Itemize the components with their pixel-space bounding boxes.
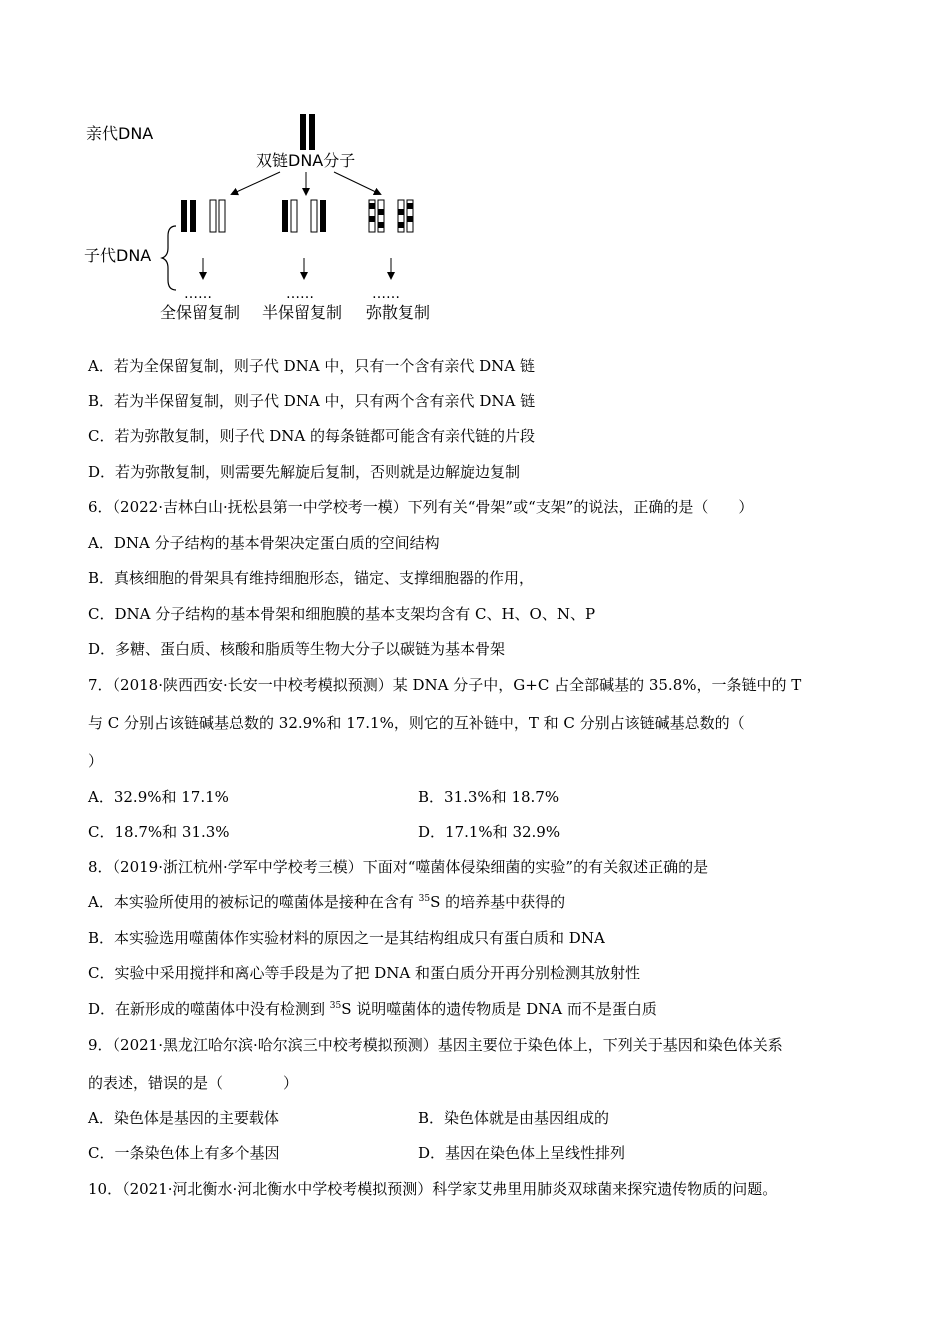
q6-option-a: A．DNA 分子结构的基本骨架决定蛋白质的空间结构 (88, 534, 440, 552)
q5-option-c: C．若为弥散复制，则子代 DNA 的每条链都可能含有亲代链的片段 (88, 427, 535, 445)
q7-option-b: B．31.3%和 18.7% (418, 788, 560, 806)
q8-option-d: D．在新形成的噬菌体中没有检测到 $^{35}$S 说明噬菌体的遗传物质是 DNA 而不是蛋白质 (88, 1000, 657, 1018)
q8-option-b: B．本实验选用噬菌体作实验材料的原因之一是其结构组成只有蛋白质和 DNA (88, 929, 605, 947)
arrow-right (334, 172, 380, 194)
child-brace (162, 226, 176, 290)
dots-dispersive: …… (372, 286, 400, 302)
q6-option-c: C．DNA 分子结构的基本骨架和细胞膜的基本支架均含有 C、H、O、N、P (88, 605, 596, 623)
q6-option-b: B．真核细胞的骨架具有维持细胞形态，锚定、支撑细胞器的作用， (88, 569, 535, 587)
mode-label-conservative: 全保留复制 (160, 303, 241, 322)
child-dna-label: 子代DNA (84, 246, 152, 265)
q9-option-b: B．染色体就是由基因组成的 (418, 1109, 610, 1127)
q7-option-d: D．17.1%和 32.9% (418, 823, 561, 841)
q8-stem: 8．（2019·浙江杭州·学军中学校考三模）下面对“噬菌体侵染细菌的实验”的有关叙述正确的是 (88, 858, 709, 876)
conservative-children (181, 200, 225, 232)
dots-semiconservative: …… (286, 286, 314, 302)
q7-stem-line2: 与 C 分别占该链碱基总数的 32.9%和 17.1%，则它的互补链中，T 和 C 分别占该链碱基总数的（ (88, 714, 745, 732)
parent-dna-label: 亲代DNA (86, 124, 154, 143)
dna-replication-figure (80, 108, 460, 328)
dots-conservative: …… (184, 286, 212, 302)
q9-stem-line2: 的表述，错误的是（ ） (88, 1074, 299, 1092)
q8-option-c: C．实验中采用搅拌和离心等手段是为了把 DNA 和蛋白质分开再分别检测其放射性 (88, 964, 641, 982)
q5-option-a: A．若为全保留复制，则子代 DNA 中，只有一个含有亲代 DNA 链 (88, 357, 535, 375)
q7-stem-line1: 7．（2018·陕西西安·长安一中校考模拟预测）某 DNA 分子中，G+C 占全部碱基的 35.8%，一条链中的 T (88, 676, 802, 694)
q5-option-d: D．若为弥散复制，则需要先解旋后复制，否则就是边解旋边复制 (88, 463, 521, 481)
parent-dna-molecule (300, 114, 315, 150)
dispersive-children (369, 200, 413, 232)
q9-option-a: A．染色体是基因的主要载体 (88, 1109, 279, 1127)
q9-option-d: D．基因在染色体上呈线性排列 (418, 1144, 626, 1162)
semiconservative-children (282, 200, 326, 232)
q7-stem-line3: ） (88, 752, 104, 770)
mode-label-semiconservative: 半保留复制 (262, 303, 343, 322)
q9-stem-line1: 9．（2021·黑龙江哈尔滨·哈尔滨三中校考模拟预测）基因主要位于染色体上，下列关于基因和染色体关系 (88, 1036, 783, 1054)
q7-option-c: C．18.7%和 31.3% (88, 823, 230, 841)
mode-label-dispersive: 弥散复制 (366, 303, 431, 322)
double-strand-label: 双链DNA分子 (256, 151, 356, 170)
q7-option-a: A．32.9%和 17.1% (88, 788, 229, 806)
q6-option-d: D．多糖、蛋白质、核酸和脂质等生物大分子以碳链为基本骨架 (88, 640, 506, 658)
q9-option-c: C．一条染色体上有多个基因 (88, 1144, 280, 1162)
q10-stem: 10．（2021·河北衡水·河北衡水中学校考模拟预测）科学家艾弗里用肺炎双球菌来探究遗传物质的问题。 (88, 1180, 778, 1198)
q8-option-a: A．本实验所使用的被标记的噬菌体是接种在含有 $^{35}$S 的培养基中获得的 (88, 893, 566, 911)
q5-option-b: B．若为半保留复制，则子代 DNA 中，只有两个含有亲代 DNA 链 (88, 392, 536, 410)
q6-stem: 6．（2022·吉林白山·抚松县第一中学校考一模）下列有关“骨架”或“支架”的说法，正确的是（ ） (88, 498, 754, 516)
arrow-left (232, 172, 280, 194)
